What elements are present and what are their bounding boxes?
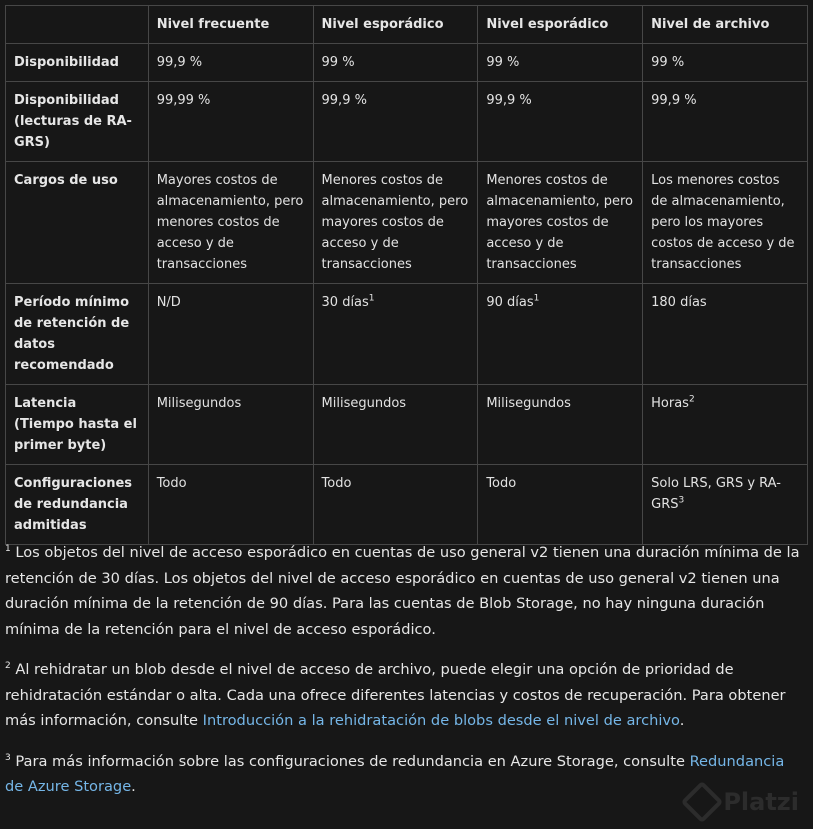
- table-cell: [478, 385, 643, 465]
- footnote-number: 2: [5, 661, 11, 672]
- table-row: [6, 284, 808, 385]
- footnote-text: Los objetos del nivel de acceso esporádico en cuentas de uso general v2 tienen una duración mínima de la retención de 30 días. Los objetos del nivel de acceso esporádico en cuentas de uso general v2 tienen una duración mínima de la retención de 90 días. Para las cuentas de Blob Storage, no hay ninguna duración mínima de la retención para el nivel de acceso esporádico.: [5, 544, 800, 638]
- cell-value: 30 días: [321, 295, 369, 310]
- table-cell: [478, 162, 643, 284]
- cell-value: Solo LRS, GRS y RA-GRS: [651, 476, 781, 512]
- cell-value: Milisegundos: [321, 396, 407, 411]
- header-empty: [6, 6, 149, 44]
- cell-value: 99,9 %: [486, 93, 532, 108]
- cell-value: N/D: [156, 295, 181, 310]
- footnote-ref: 3: [678, 495, 685, 506]
- row-label-min-retention: Período mínimo de retención de datos recomendado: [6, 284, 149, 385]
- table-row: [6, 44, 808, 82]
- cell-value: Milisegundos: [156, 396, 242, 411]
- table-cell: [313, 44, 478, 82]
- table-cell: [148, 162, 313, 284]
- footnote-number: 3: [5, 752, 11, 763]
- cell-value: 99,9 %: [321, 93, 367, 108]
- table-row: [6, 465, 808, 545]
- table-cell: [478, 44, 643, 82]
- table-cell: [313, 82, 478, 162]
- cell-value: 180 días: [651, 295, 707, 310]
- watermark-text: Platzi: [723, 788, 799, 816]
- table-cell: [148, 465, 313, 545]
- table-cell: [643, 44, 808, 82]
- rehydration-intro-link[interactable]: Introducción a la rehidratación de blobs desde el nivel de archivo: [202, 712, 680, 729]
- footnote-ref: 2: [688, 394, 695, 405]
- cell-value: Todo: [486, 476, 517, 491]
- cell-value: 99 %: [651, 55, 685, 70]
- footnote-text: Al rehidratar un blob desde el nivel de acceso de archivo, puede elegir una opción de prioridad de rehidratación estándar o alta. Cada una ofrece diferentes latencias y costos de recuperación. Para obtener más información, consulte: [5, 661, 786, 729]
- table-row: [6, 385, 808, 465]
- table-cell: [148, 82, 313, 162]
- row-label-latency-subtitle: (Tiempo hasta el primer byte): [14, 417, 137, 453]
- table-cell: [643, 82, 808, 162]
- cell-value: 90 días: [486, 295, 534, 310]
- cell-value: Horas: [651, 396, 689, 411]
- footnote-2: [5, 657, 805, 734]
- table-cell: [643, 385, 808, 465]
- row-label-redundancy: Configuraciones de redundancia admitidas: [6, 465, 149, 545]
- footnote-end: .: [131, 778, 136, 795]
- footnote-number: 1: [5, 544, 11, 555]
- footnote-ref: 1: [368, 293, 375, 304]
- table-cell: [643, 284, 808, 385]
- footnote-1: [5, 540, 805, 642]
- row-label-latency-title: Latencia: [14, 396, 77, 411]
- table-cell: [478, 465, 643, 545]
- cell-value: Todo: [156, 476, 187, 491]
- table-cell: [313, 284, 478, 385]
- table-cell: [478, 82, 643, 162]
- table-row: [6, 162, 808, 284]
- header-cold-tier: Nivel esporádico: [478, 6, 643, 44]
- platzi-watermark: [687, 787, 799, 817]
- table-cell: [643, 465, 808, 545]
- table-cell: [313, 465, 478, 545]
- table-cell: [643, 162, 808, 284]
- cell-value: Menores costos de almacenamiento, pero mayores costos de acceso y de transacciones: [486, 173, 633, 272]
- row-label-availability: Disponibilidad: [6, 44, 149, 82]
- cell-value: Menores costos de almacenamiento, pero mayores costos de acceso y de transacciones: [321, 173, 469, 272]
- table-row: [6, 82, 808, 162]
- header-hot-tier: Nivel frecuente: [148, 6, 313, 44]
- cell-value: Milisegundos: [486, 396, 571, 411]
- platzi-logo-icon: [681, 781, 723, 823]
- footnote-text: Para más información sobre las configuraciones de redundancia en Azure Storage, consulte: [15, 752, 690, 770]
- header-archive-tier: Nivel de archivo: [643, 6, 808, 44]
- table-cell: [148, 44, 313, 82]
- table-header-row: [6, 6, 808, 44]
- cell-value: Todo: [321, 476, 352, 491]
- cell-value: 99 %: [321, 55, 355, 70]
- table-cell: [313, 162, 478, 284]
- footnote-ref: 1: [533, 293, 540, 304]
- table-cell: [148, 385, 313, 465]
- row-label-availability-ragrs: Disponibilidad (lecturas de RA-GRS): [6, 82, 149, 162]
- cell-value: Los menores costos de almacenamiento, pero los mayores costos de acceso y de transacciones: [651, 173, 795, 272]
- row-label-latency: [6, 385, 149, 465]
- cell-value: Mayores costos de almacenamiento, pero menores costos de acceso y de transacciones: [156, 173, 304, 272]
- footnote-end: .: [679, 712, 685, 729]
- cell-value: 99,9 %: [651, 93, 697, 108]
- cell-value: 99,99 %: [156, 93, 211, 108]
- cell-value: 99,9 %: [156, 55, 203, 70]
- header-cool-tier: Nivel esporádico: [313, 6, 478, 44]
- row-label-usage-charges: Cargos de uso: [6, 162, 149, 284]
- table-cell: [478, 284, 643, 385]
- table-cell: [148, 284, 313, 385]
- table-cell: [313, 385, 478, 465]
- azure-redundancy-link[interactable]: Redundancia de Azure Storage: [5, 752, 785, 795]
- storage-tiers-table: [5, 5, 808, 545]
- footnotes: [5, 540, 805, 815]
- cell-value: 99 %: [486, 55, 520, 70]
- footnote-3: [5, 749, 805, 800]
